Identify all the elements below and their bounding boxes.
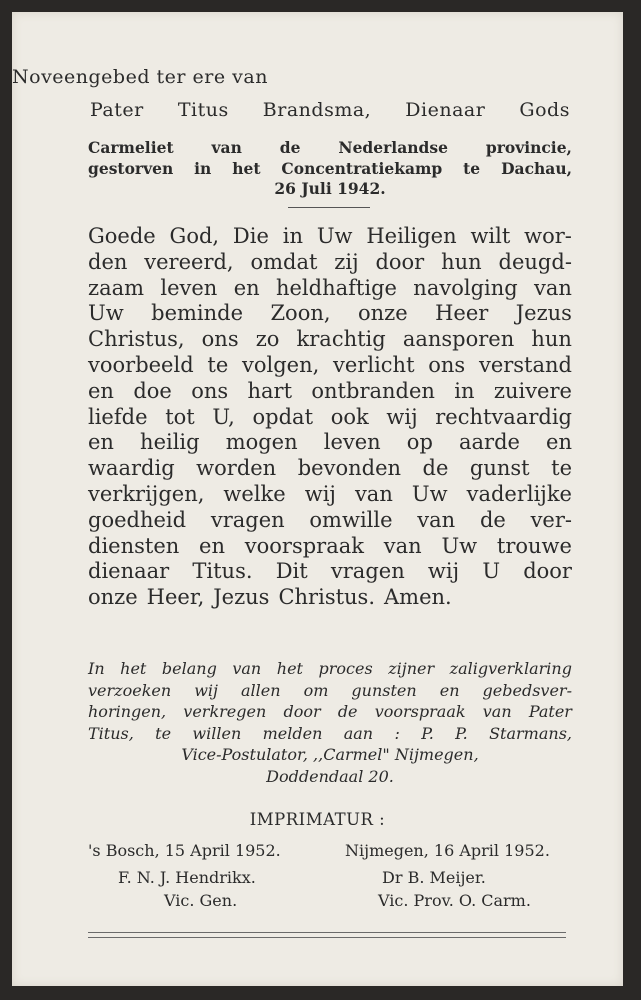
prayer-word: volgen, (242, 352, 320, 377)
prayer-word: U (482, 559, 501, 584)
prayer-word: wij (386, 404, 418, 429)
appeal-word: het (120, 659, 147, 678)
prayer-word: ons (201, 327, 239, 352)
prayer-word: aarde (458, 430, 520, 455)
prayer-word: in (454, 378, 475, 403)
prayer-word: aansporen (402, 327, 515, 352)
prayer-word: tot (165, 404, 195, 429)
prayer-card (12, 12, 623, 986)
prayer-word: heldhaftige (275, 275, 397, 300)
prayer-line (88, 405, 572, 431)
prayer-word: heilig (140, 430, 200, 455)
appeal-word: willen (192, 723, 242, 743)
subtitle-word: Dachau, (501, 159, 572, 178)
prayer-word: Christus. (278, 585, 376, 610)
appeal-line (88, 658, 572, 680)
prayer-word: ontbranden (311, 378, 435, 403)
prayer-word: wij (427, 559, 460, 584)
appeal-word: verzoeken (88, 680, 172, 700)
subtitle-word: gestorven (88, 159, 174, 178)
death-date: 26 Juli 1942. (274, 179, 386, 198)
subtitle-word: Nederlandse (338, 138, 448, 157)
appeal-line (88, 680, 572, 702)
prayer-line (88, 301, 572, 327)
appeal-line (88, 766, 572, 788)
right-signatory-title: Vic. Prov. O. Carm. (378, 891, 531, 910)
prayer-word: dienaar (88, 559, 170, 584)
prayer-word: ons (191, 378, 229, 403)
prayer-word: en (233, 275, 260, 300)
prayer-word: mogen (225, 430, 298, 455)
prayer-word: vragen (330, 559, 405, 584)
title-word: Pater (90, 99, 144, 121)
prayer-line (88, 482, 572, 508)
title-word: Titus (177, 99, 229, 121)
appeal-word: In (88, 659, 105, 678)
prayer-word: navolging (413, 275, 518, 300)
prayer-word: God, (169, 224, 220, 248)
appeal-line (88, 744, 572, 766)
prayer-word: den (88, 249, 128, 274)
prayer-word: in (282, 224, 303, 248)
subtitle-word: Concentratiekamp (281, 159, 443, 178)
imprimatur-heading: IMPRIMATUR : (249, 810, 386, 829)
prayer-word: zo (255, 327, 280, 352)
appeal-word: om (303, 680, 329, 700)
subtitle-word: provincie, (485, 138, 572, 157)
prayer-word: Heer, (146, 585, 205, 610)
appeal-word: Starmans, (489, 723, 572, 743)
prayer-word: worden (196, 456, 277, 481)
prayer-word: van (417, 507, 456, 532)
appeal-word: zaligverklaring (449, 659, 572, 678)
prayer-word: de (422, 456, 449, 481)
prayer-word: voorbeeld (88, 352, 194, 377)
prayer-word: bevonden (297, 456, 402, 481)
title-line-1: Noveengebed ter ere van (12, 66, 268, 88)
appeal-word: proces (318, 659, 373, 678)
prayer-word: gunst (469, 456, 530, 481)
title-line-2 (90, 99, 570, 121)
appeal-word: door (283, 702, 321, 722)
subtitle-word: te (463, 159, 481, 178)
bottom-rule (88, 932, 566, 933)
appeal-word: horingen, (88, 702, 167, 722)
subtitle-line-1 (88, 138, 572, 157)
prayer-line (88, 585, 572, 611)
appeal-word: voorspraak (374, 702, 466, 722)
prayer-word: Dit (275, 559, 308, 584)
appeal-word: zijner (388, 659, 435, 678)
subtitle-word: de (279, 138, 301, 157)
prayer-word: Uw (441, 533, 478, 558)
prayer-line (88, 559, 572, 585)
prayer-word: liefde (88, 404, 148, 429)
prayer-word: zaam (88, 275, 145, 300)
appeal-word: melden (262, 723, 323, 743)
appeal-word: van (232, 659, 262, 678)
subtitle-line-2 (88, 159, 572, 178)
prayer-word: van (354, 481, 393, 506)
prayer-word: Uw (316, 224, 353, 248)
prayer-word: Heiligen (366, 224, 457, 248)
prayer-line (88, 508, 572, 534)
prayer-word: zuivere (493, 378, 572, 403)
prayer-word: Jezus (515, 301, 572, 326)
prayer-line (88, 534, 572, 560)
prayer-word: rechtvaardig (435, 404, 572, 429)
prayer-word: en (546, 430, 572, 455)
title-word: Brandsma, (262, 99, 372, 121)
appeal-word: belang (161, 659, 217, 678)
prayer-word: beminde (151, 301, 244, 326)
appeal-word: wij (194, 680, 218, 700)
prayer-word: te (551, 456, 572, 481)
prayer-word: wilt (470, 224, 511, 248)
prayer-word: door (523, 559, 572, 584)
prayer-word: hun (531, 327, 572, 352)
prayer-word: omwille (309, 507, 393, 532)
prayer-line (88, 276, 572, 302)
appeal-text-span: Vice-Postulator, ,,Carmel" Nijmegen, (181, 745, 479, 765)
prayer-line (88, 250, 572, 276)
prayer-word: vereerd, (144, 249, 234, 274)
appeal-line (88, 701, 572, 723)
prayer-word: ook (330, 404, 369, 429)
prayer-word: wor- (524, 224, 572, 248)
subtitle-word: Carmeliet (88, 138, 174, 157)
prayer-word: hun (441, 249, 482, 274)
appeal-word: P. (421, 723, 434, 743)
prayer-line (88, 353, 572, 379)
prayer-word: van (534, 275, 572, 300)
prayer-word: goedheid (88, 507, 187, 532)
prayer-word: Uw (88, 301, 124, 326)
prayer-word: diensten (88, 533, 180, 558)
left-date: 's Bosch, 15 April 1952. (88, 841, 281, 860)
prayer-line (88, 224, 572, 250)
prayer-line (88, 456, 572, 482)
left-signatory-name: F. N. J. Hendrikx. (118, 868, 256, 887)
prayer-word: vaderlijke (466, 481, 572, 506)
prayer-word: zij (334, 249, 359, 274)
prayer-word: ver- (530, 507, 572, 532)
prayer-word: Heer (435, 301, 489, 326)
prayer-word: vragen (210, 507, 285, 532)
prayer-word: Die (232, 224, 269, 248)
appeal-text (88, 658, 572, 788)
prayer-word: leven (160, 275, 218, 300)
appeal-word: het (276, 659, 303, 678)
prayer-word: opdat (252, 404, 314, 429)
prayer-word: van (383, 533, 422, 558)
prayer-line (88, 327, 572, 353)
divider (288, 207, 370, 208)
prayer-word: waardig (88, 456, 175, 481)
prayer-word: en (88, 430, 114, 455)
prayer-text (88, 224, 572, 611)
appeal-word: te (155, 723, 172, 743)
appeal-line (88, 723, 572, 745)
prayer-word: verkrijgen, (88, 481, 205, 506)
prayer-word: deugd- (498, 249, 572, 274)
prayer-word: en (88, 378, 114, 403)
appeal-word: van (482, 702, 512, 722)
prayer-word: de (479, 507, 506, 532)
title-word: Dienaar (405, 99, 486, 121)
prayer-word: Goede (88, 224, 156, 248)
prayer-word: Amen. (384, 585, 452, 610)
prayer-word: trouwe (496, 533, 572, 558)
prayer-word: te (207, 352, 229, 377)
appeal-word: de (337, 702, 358, 722)
right-signatory-name: Dr B. Meijer. (382, 868, 486, 887)
appeal-word: Titus, (88, 723, 134, 743)
prayer-word: hart (247, 378, 293, 403)
appeal-word: verkregen (183, 702, 267, 722)
prayer-word: verstand (478, 352, 572, 377)
left-signatory-title: Vic. Gen. (164, 891, 238, 910)
subtitle-word: het (232, 159, 261, 178)
prayer-word: en (199, 533, 225, 558)
prayer-word: ons (428, 352, 466, 377)
prayer-word: doe (133, 378, 172, 403)
title-word: Gods (519, 99, 570, 121)
prayer-word: onze (357, 301, 408, 326)
bottom-rule (88, 937, 566, 938)
prayer-line (88, 379, 572, 405)
prayer-word: wij (304, 481, 336, 506)
appeal-word: aan (343, 723, 374, 743)
subtitle-word: in (194, 159, 212, 178)
prayer-word: Titus. (192, 559, 253, 584)
prayer-word: verlicht (333, 352, 415, 377)
right-date: Nijmegen, 16 April 1952. (345, 841, 550, 860)
prayer-word: krachtig (296, 327, 386, 352)
prayer-word: Christus, (88, 327, 185, 352)
subtitle-word: van (211, 138, 242, 157)
appeal-word: gunsten (351, 680, 417, 700)
prayer-word: Uw (411, 481, 448, 506)
prayer-word: U, (212, 404, 235, 429)
appeal-word: en (439, 680, 460, 700)
prayer-line (88, 430, 572, 456)
prayer-word: Jezus (213, 585, 270, 610)
prayer-word: voorspraak (244, 533, 364, 558)
prayer-word: op (406, 430, 433, 455)
prayer-word: omdat (250, 249, 318, 274)
appeal-word: gebedsver- (482, 680, 572, 700)
prayer-word: welke (223, 481, 286, 506)
appeal-word: Pater (528, 702, 572, 722)
prayer-word: door (375, 249, 425, 274)
prayer-word: onze (88, 585, 138, 610)
prayer-word: leven (323, 430, 381, 455)
appeal-word: allen (241, 680, 281, 700)
appeal-text-span: Doddendaal 20. (266, 766, 394, 786)
prayer-word: Zoon, (270, 301, 331, 326)
appeal-word: P. (455, 723, 468, 743)
appeal-word: : (394, 723, 400, 743)
